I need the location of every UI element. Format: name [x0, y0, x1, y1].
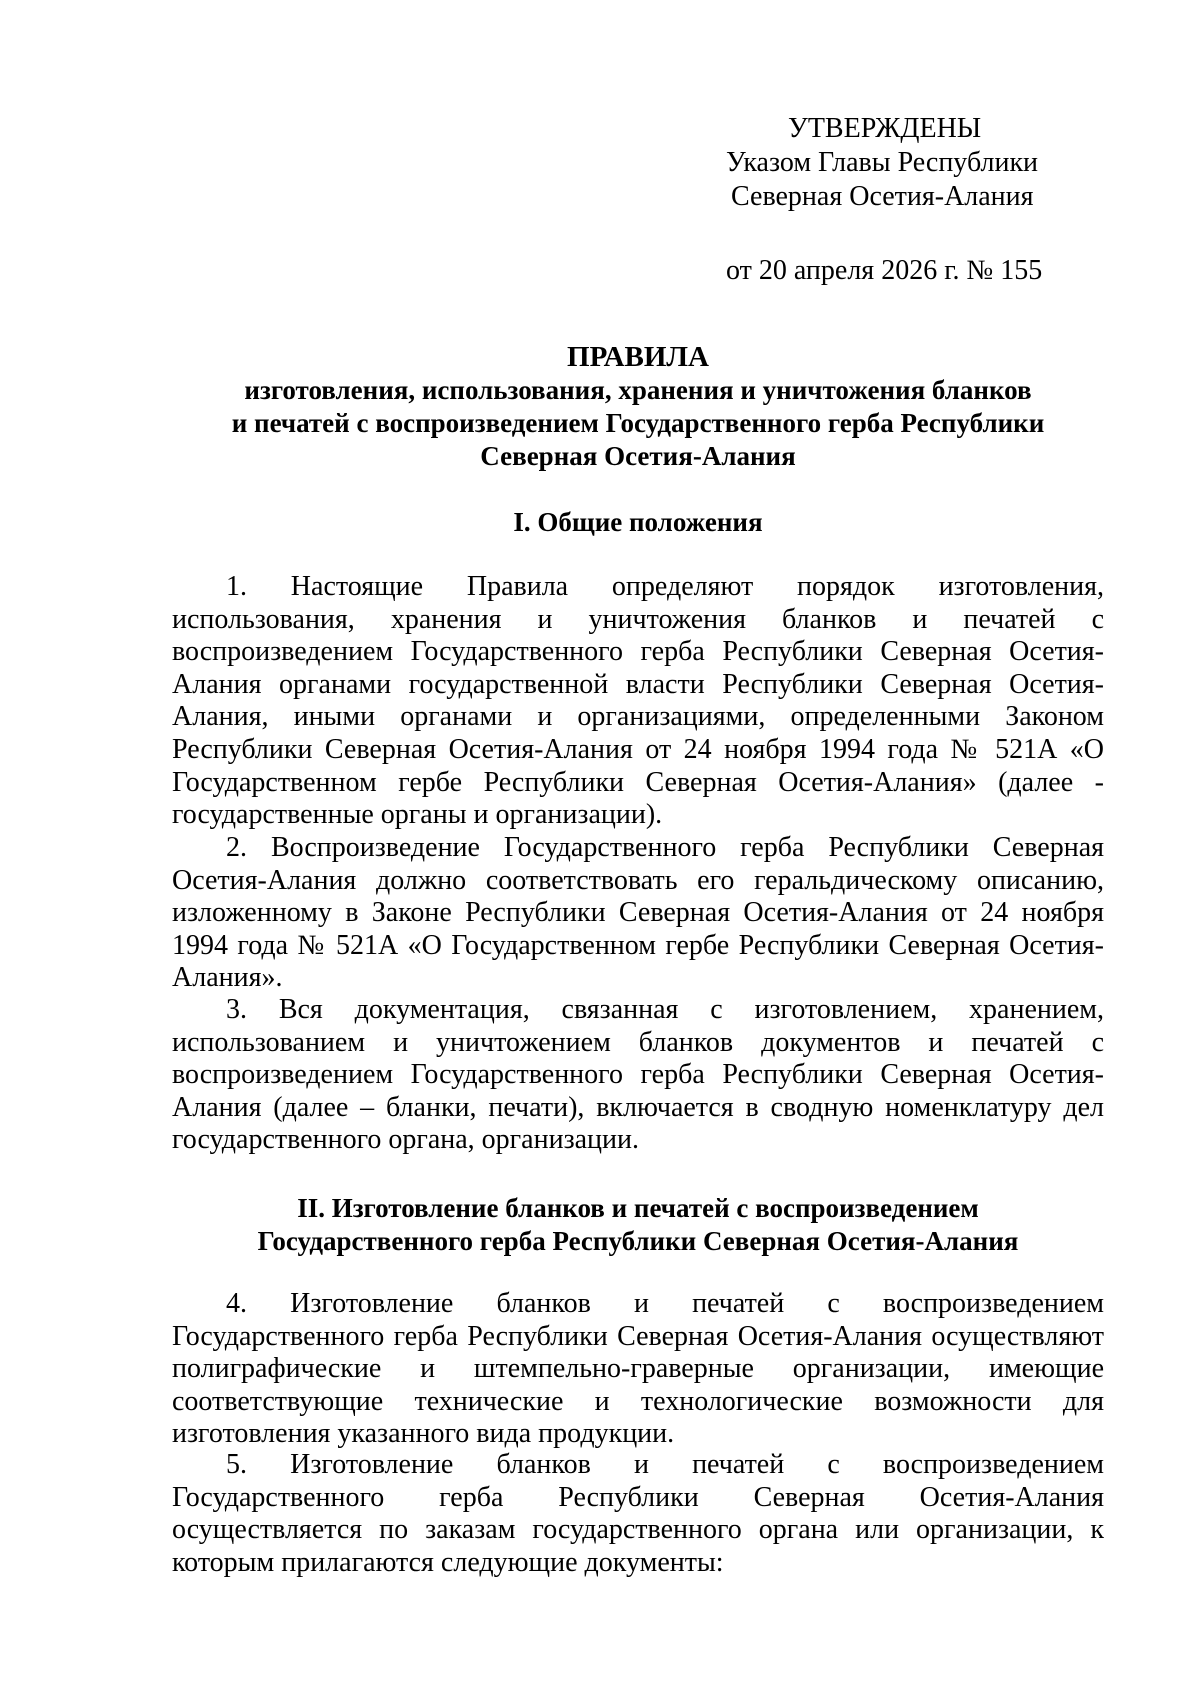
approval-date: от 20 апреля 2026 г. № 155 — [726, 255, 1043, 286]
document-title — [172, 341, 1104, 473]
paragraph-2: 2. Воспроизведение Государственного герба Республики Северная Осетия-Алания должно соответствовать его геральдическому описанию, изложенному в Законе Республики Северная Осетия-Алания от 24 ноября 1994 года № 521А «О Государственном гербе Республики Северная Осетия-Алания». — [172, 832, 1104, 994]
section-heading-line: II. Изготовление бланков и печатей с воспроизведением — [297, 1193, 979, 1223]
title-main: ПРАВИЛА — [567, 341, 709, 373]
approval-line-decree: Указом Главы Республики — [726, 147, 1039, 178]
title-subtitle-line: изготовления, использования, хранения и уничтожения бланков — [244, 375, 1032, 405]
section-heading-general: I. Общие положения — [513, 507, 763, 537]
approval-line-republic: Северная Осетия-Алания — [731, 181, 1034, 212]
title-subtitle-line: Северная Осетия-Алания — [480, 441, 796, 471]
section-heading-line: Государственного герба Республики Северная Осетия-Алания — [257, 1226, 1019, 1256]
paragraph-4: 4. Изготовление бланков и печатей с воспроизведением Государственного герба Республики Северная Осетия-Алания осуществляют полиграфические и штемпельно-граверные организации, имеющие соответствующие технические и технологические возможности для изготовления указанного вида продукции. — [172, 1288, 1104, 1450]
paragraph-3: 3. Вся документация, связанная с изготовлением, хранением, использованием и уничтожением бланков документов и печатей с воспроизведением Государственного герба Республики Северная Осетия-Алания (далее – бланки, печати), включается в сводную номенклатуру дел государственного органа, организации. — [172, 994, 1104, 1156]
approval-stamp — [726, 112, 1056, 288]
paragraph-5: 5. Изготовление бланков и печатей с воспроизведением Государственного герба Республики Северная Осетия-Алания осуществляется по заказам государственного органа или организации, к которым прилагаются следующие документы: — [172, 1449, 1104, 1578]
paragraph-1: 1. Настоящие Правила определяют порядок изготовления, использования, хранения и уничтожения бланков и печатей с воспроизведением Государственного герба Республики Северная Осетия-Алания органами государственной власти Республики Северная Осетия-Алания, иными органами и организациями, определенными Законом Республики Северная Осетия-Алания от 24 ноября 1994 года № 521А «О Государственном гербе Республики Северная Осетия-Алания» (далее - государственные органы и организации). — [172, 571, 1104, 831]
title-subtitle-line: и печатей с воспроизведением Государственного герба Республики — [231, 408, 1045, 438]
section-heading-manufacturing — [172, 1192, 1104, 1258]
approval-line-approved: УТВЕРЖДЕНЫ — [788, 113, 982, 144]
